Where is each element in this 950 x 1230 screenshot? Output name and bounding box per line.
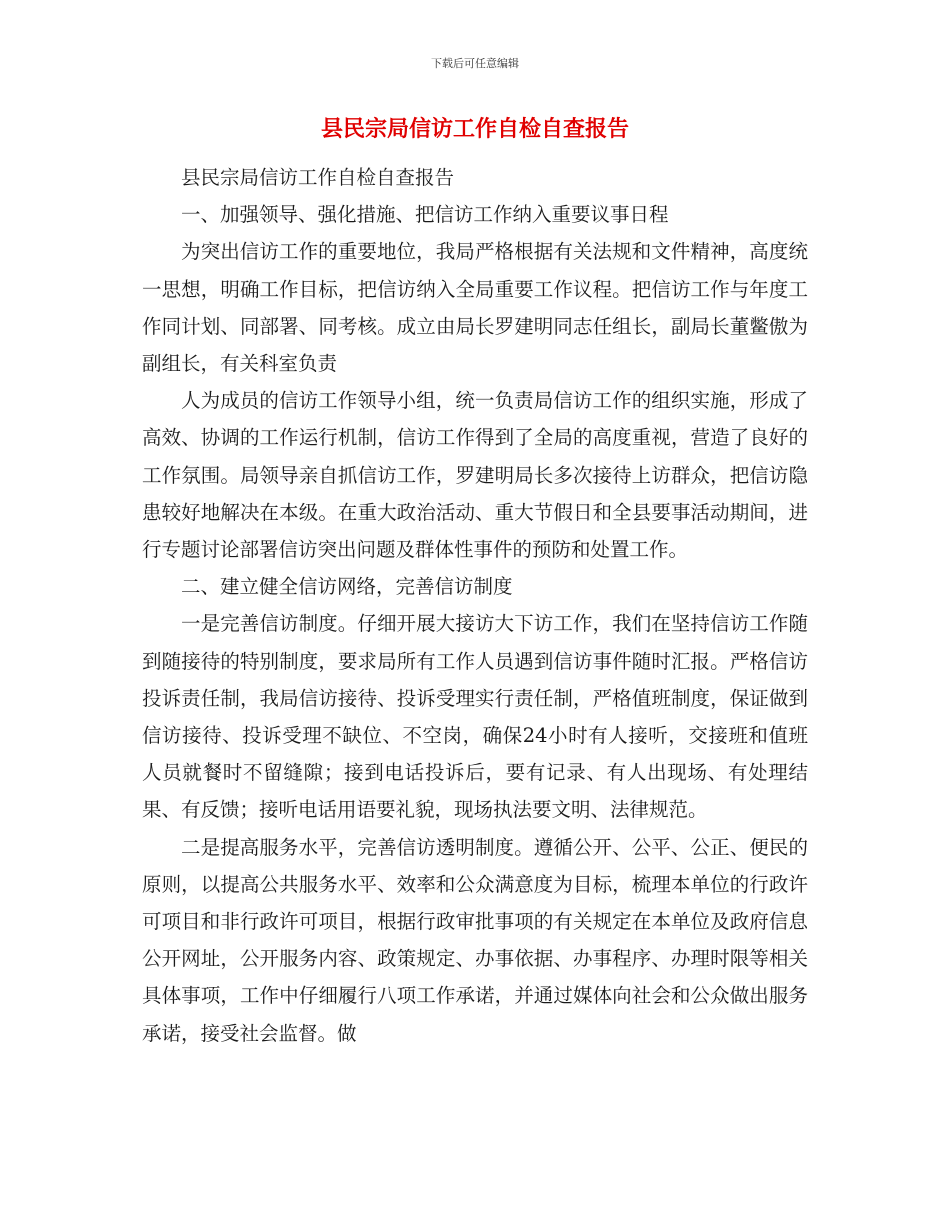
header-note: 下载后可任意编辑 xyxy=(431,57,519,70)
document-body xyxy=(142,159,808,1052)
document-title: 县民宗局信访工作自检自查报告 xyxy=(320,117,629,142)
paragraph: 人为成员的信访工作领导小组，统一负责局信访工作的组织实施，形成了高效、协调的工作运行机制，信访工作得到了全局的高度重视，营造了良好的工作氛围。局领导亲自抓信访工作，罗建明局长多次接待上访群众，把信访隐患较好地解决在本级。在重大政治活动、重大节假日和全县要事活动期间，进行专题讨论部署信访突出问题及群体性事件的预防和处置工作。 xyxy=(142,389,808,562)
paragraph: 一是完善信访制度。仔细开展大接访大下访工作，我们在坚持信访工作随到随接待的特别制度，要求局所有工作人员遇到信访事件随时汇报。严格信访投诉责任制，我局信访接待、投诉受理实行责任制，严格值班制度，保证做到信访接待、投诉受理不缺位、不空岗，确保24小时有人接听，交接班和值班人员就餐时不留缝隙；接到电话投诉后，要有记录、有人出现场、有处理结果、有反馈；接听电话用语要礼貌，现场执法要文明、法律规范。 xyxy=(142,612,808,822)
paragraph-heading-1: 一、加强领导、强化措施、把信访工作纳入重要议事日程 xyxy=(181,203,669,227)
paragraph-subtitle: 县民宗局信访工作自检自查报告 xyxy=(181,166,455,189)
paragraph-heading-2: 二、建立健全信访网络，完善信访制度 xyxy=(181,575,513,599)
paragraph: 二是提高服务水平，完善信访透明制度。遵循公开、公平、公正、便民的原则，以提高公共服务水平、效率和公众满意度为目标，梳理本单位的行政许可项目和非行政许可项目，根据行政审批事项的有关规定在本单位及政府信息公开网址，公开服务内容、政策规定、办事依据、办事程序、办理时限等相关具体事项，工作中仔细履行八项工作承诺，并通过媒体向社会和公众做出服务承诺，接受社会监督。做 xyxy=(142,835,808,1045)
paragraph: 为突出信访工作的重要地位，我局严格根据有关法规和文件精神，高度统一思想，明确工作目标，把信访纳入全局重要工作议程。把信访工作与年度工作同计划、同部署、同考核。成立由局长罗建明同志任组长，副局长董鳖傲为副组长，有关科室负责 xyxy=(142,240,808,376)
